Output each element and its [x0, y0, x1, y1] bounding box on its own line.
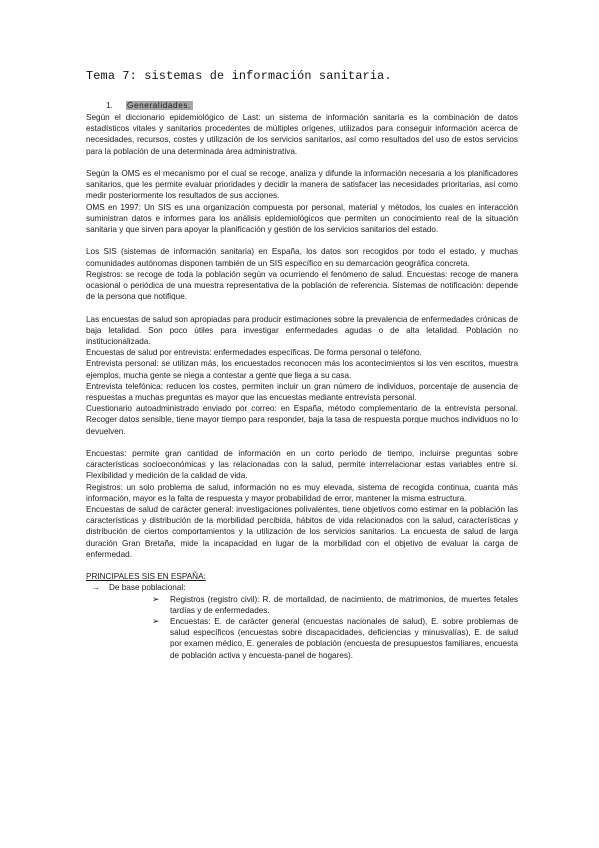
bullet-item-encuestas	[86, 616, 518, 661]
bullet-item-registros	[86, 594, 518, 616]
arrow-list-item	[86, 582, 518, 593]
paragraph-registros: Registros: se recoge de toda la población según va ocurriendo el fenómeno de salud. Encuestas: recoge de manera ocasional o periódica de una muestra representativa de la población de referencia. Sistemas de notificación: depende de la persona que notifique.	[86, 269, 518, 302]
paragraph-last-definition: Según el diccionario epidemiológico de Last: un sistema de información sanitaria es la combinación de datos estadísticos vitales y sanitarios procedentes de múltiples orígenes, utilizados para conseguir información acerca de necesidades, recursos, costes y utilización de los servicios sanitarios, así como resultados del uso de estos servicios para la población de una determinada área administrativa.	[86, 113, 518, 156]
paragraph-entrevista: Encuestas de salud por entrevista: enfermedades específicas. De forma personal o teléfono.	[86, 348, 422, 358]
paragraph-encuestas-general: Encuestas de salud de carácter general: investigaciones polivalentes, tiene objetivos como estimar en la población las características y distribución de la morbilidad percibida, hábitos de vida relacionados con la salud, características y distribución de ciertos comportamientos y la utilización de los servicios sanitarios. La encuesta de salud de larga duración Gran Bretaña, mide la incapacidad en lugar de la morbilidad con el objetivo de evaluar la carga de enfermedad.	[86, 505, 518, 559]
paragraph-entrevista-personal: Entrevista personal: se utilizan más, los encuestados reconocen más los acontecimientos si los ven escritos, muestra ejemplos, mucha gente se niega a contestar a gente que llega a su casa.	[86, 359, 518, 380]
paragraph-oms-1997: OMS en 1997: Un SIS es una organización compuesta por personal, material y métodos, los cuales en interacción suministran datos e informes para los análisis epidemiológicos que permiten un conocimiento real de la situación sanitaria y que sirven para apoyar la planificación y gestión de los servicios sanitarios del estado.	[86, 202, 518, 235]
paragraph-entrevista-telefonica: Entrevista telefónica: reducen los costes, permiten incluir un gran número de individuos, porcentaje de ausencia de respuestas a muchas preguntas es mayor que las encuestas mediante entrevista personal.	[86, 381, 518, 403]
arrow-item-text: De base poblacional:	[109, 583, 186, 593]
paragraph-encuestas-ventajas: Encuestas: permite gran cantidad de información en un corto periodo de tiempo, incluirse preguntas sobre características socioeconómicas y las relacionadas con la salud, permite interrelacionar estas variables entre sí. Flexibilidad y medición de la calidad de vida.	[86, 449, 518, 481]
section-heading	[106, 100, 193, 111]
document-body	[86, 112, 518, 661]
paragraph-sis-spain: Los SIS (sistemas de información sanitaria) en España, los datos son recogidos por todo el estado, y muchas comunidades autónomas disponen también de un SIS específico en su demarcación geográfica concreta.	[86, 247, 518, 268]
bullet-text: Registros (registro civil): R. de mortalidad, de nacimiento, de matrimonios, de muertes fetales tardías y de enfermedades.	[170, 594, 518, 615]
bullet-text: Encuestas: E. de carácter general (encuestas nacionales de salud), E. sobre problemas de salud específicos (encuestas sobre discapacidades, deficiencias y minusvalías), E. de salud por examen médico, E. generales de población (encuesta de presupuestos familiares, encuesta de población activa y encuesta-panel de hogares).	[170, 617, 518, 660]
paragraph-registros-limitaciones: Registros: un solo problema de salud, información no es muy elevada, sistema de recogida continua, cuanta más información, mayor es la falta de respuesta y mayor probabilidad de error, mantener la misma estructura.	[86, 482, 518, 503]
section-heading-text: Generalidades.	[127, 101, 191, 110]
paragraph-encuestas-salud: Las encuestas de salud son apropiadas para producir estimaciones sobre la prevalencia de enfermedades crónicas de baja letalidad. Son poco útiles para investigar enfermedades agudas o de alta letalidad. Población no institucionalizada.	[86, 314, 518, 347]
arrowhead-bullet-icon: ➢	[152, 593, 160, 604]
paragraph-oms-definition: Según la OMS es el mecanismo por el cual se recoge, analiza y difunde la información necesaria a los planificadores sanitarios, que les permite evaluar prioridades y decidir la manera de satisfacer las necesidades prioritarias, así como medir posteriormente los resultados de sus acciones.	[86, 169, 518, 201]
section-number: 1.	[106, 101, 113, 110]
document-title: Tema 7: sistemas de información sanitaria.	[86, 69, 392, 83]
principales-heading: PRINCIPALES SIS EN ESPAÑA:	[86, 572, 206, 582]
paragraph-cuestionario: Cuestionario autoadministrado enviado por correo: en España, método complementario de la entrevista personal. Recoger datos sensible, tiene mayor tiempo para responder, baja la tasa de respuesta porque muchos individuos no lo devuelven.	[86, 404, 518, 436]
arrowhead-bullet-icon: ➢	[152, 616, 160, 627]
arrow-icon: →	[92, 583, 101, 593]
